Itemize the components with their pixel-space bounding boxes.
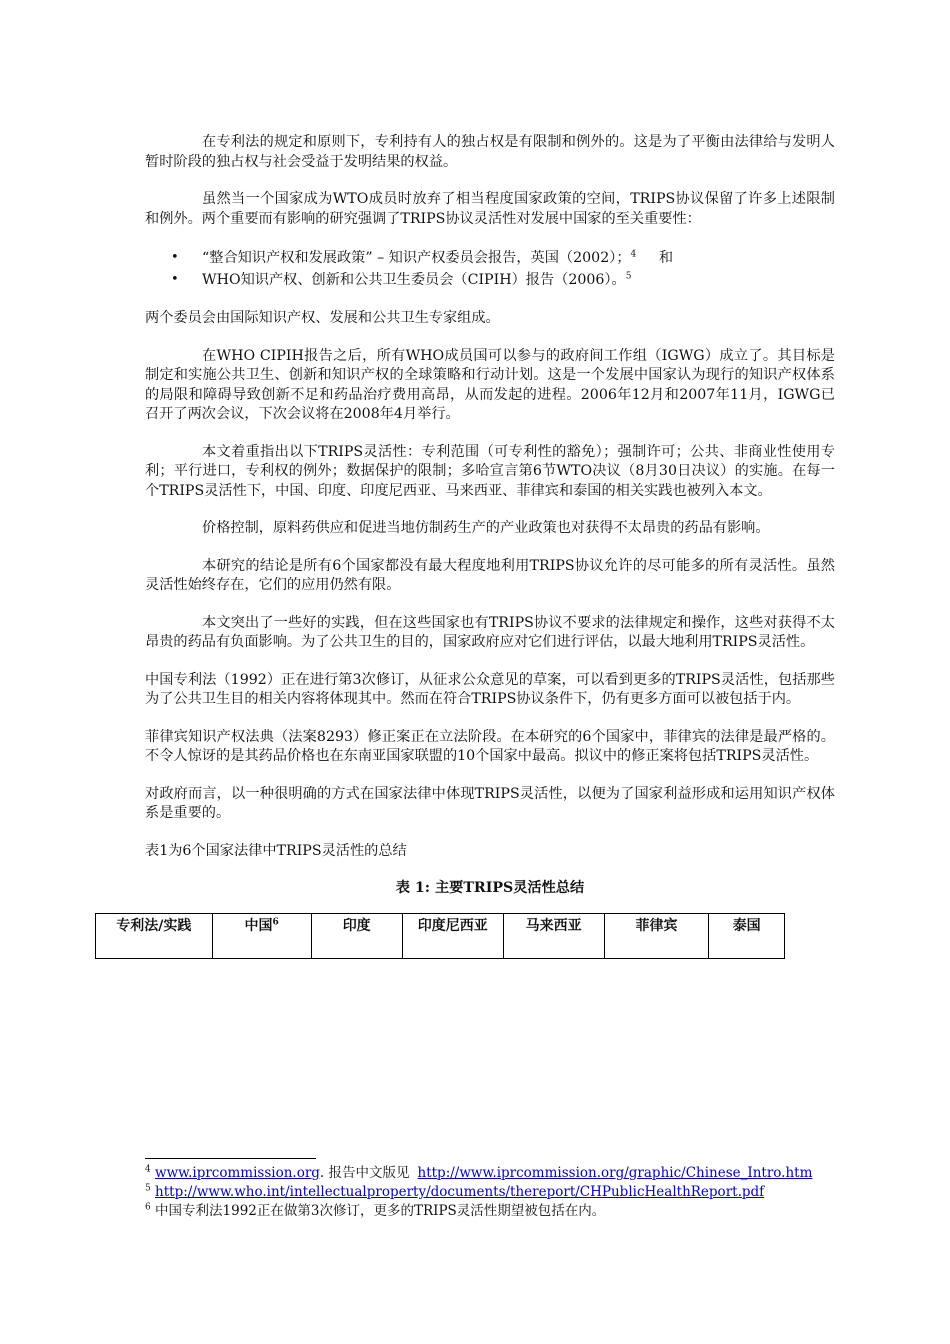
list-item-tail: 和 [658, 250, 674, 266]
list-item-text: WHO知识产权、创新和公共卫生委员会（CIPIH）报告（2006）。 [202, 272, 626, 288]
footnote-number: 6 [145, 1202, 151, 1213]
summary-table [95, 913, 785, 959]
table-header-row [96, 913, 785, 958]
table-caption: 表 1: 主要TRIPS灵活性总结 [395, 880, 585, 896]
header-cell-philippines: 菲律宾 [604, 913, 709, 958]
report-list [145, 247, 835, 291]
bullet-icon: • [171, 250, 179, 265]
header-cell-malaysia: 马来西亚 [503, 913, 604, 958]
footnote-6 [145, 1202, 845, 1221]
list-item-who-cipih [145, 269, 835, 291]
link-iprcommission-chinese[interactable]: http://www.iprcommission.org/graphic/Chinese_Intro.htm [417, 1165, 813, 1181]
bullet-icon: • [171, 272, 179, 287]
paragraph-trips-flexibilities: 虽然当一个国家成为WTO成员时放弃了相当程度国家政策的空间，TRIPS协议保留了许多上述限制和例外。两个重要而有影响的研究强调了TRIPS协议灵活性对发展中国家的至关重要性： [145, 191, 835, 227]
link-who-report[interactable]: http://www.who.int/intellectualproperty/documents/thereport/CHPublicHealthReport.pdf [155, 1184, 765, 1200]
paragraph-conclusion: 本研究的结论是所有6个国家都没有最大程度地利用TRIPS协议允许的尽可能多的所有灵活性。虽然灵活性始终存在，它们的应用仍然有限。 [145, 557, 835, 593]
paragraph-patent-exceptions: 在专利法的规定和原则下，专利持有人的独占权是有限制和例外的。这是为了平衡由法律给与发明人暂时阶段的独占权与社会受益于发明结果的权益。 [145, 134, 835, 170]
header-cell-thailand: 泰国 [709, 913, 785, 958]
paragraph-china-patent-law: 中国专利法（1992）正在进行第3次修订，从征求公众意见的草案，可以看到更多的TRIPS灵活性，包括那些为了公共卫生目的相关内容将体现其中。然而在符合TRIPS协议条件下，仍有更多方面可以被包括于内。 [145, 671, 835, 707]
header-cell-india: 印度 [311, 913, 402, 958]
document-body [116, 133, 835, 959]
paragraph-government: 对政府而言，以一种很明确的方式在国家法律中体现TRIPS灵活性，以便为了国家利益形成和运用知识产权体系是重要的。 [145, 785, 835, 821]
paragraph-igwg: 在WHO CIPIH报告之后，所有WHO成员国可以参与的政府间工作组（IGWG）成立了。其目标是制定和实施公共卫生、创新和知识产权的全球策略和行动计划。这是一个发展中国家认为现行的知识产权体系的局限和障碍导致创新不足和药品治疗费用高昂，从而发起的进程。2006年12月和2007年11月，IGWG已召开了两次会议，下次会议将在2008年4月举行。 [145, 347, 835, 422]
footnote-4 [145, 1164, 845, 1183]
paragraph-committees: 两个委员会由国际知识产权、发展和公共卫生专家组成。 [145, 310, 500, 326]
paragraph-price-control: 价格控制，原料药供应和促进当地仿制药生产的产业政策也对获得不太昂贵的药品有影响。 [202, 520, 770, 536]
header-cell-china: 中国$^6$ [212, 913, 311, 958]
link-iprcommission[interactable]: www.iprcommission.org [155, 1165, 320, 1181]
paragraph-focus: 本文着重指出以下TRIPS灵活性：专利范围（可专利性的豁免）；强制许可；公共、非商业性使用专利；平行进口，专利权的例外；数据保护的限制；多哈宣言第6节WTO决议（8月30日决议）的实施。在每一个TRIPS灵活性下，中国、印度、印度尼西亚、马来西亚、菲律宾和泰国的相关实践也被列入本文。 [145, 443, 835, 499]
footnotes [145, 1164, 845, 1221]
header-cell-indonesia: 印度尼西亚 [402, 913, 503, 958]
paragraph-table-intro: 表1为6个国家法律中TRIPS灵活性的总结 [145, 842, 407, 859]
footnote-separator [145, 1158, 316, 1159]
footnote-5 [145, 1183, 845, 1202]
footnote-text: . 报告中文版见 [319, 1165, 410, 1181]
footnote-ref[interactable]: 5 [625, 271, 632, 282]
footnote-text: 中国专利法1992正在做第3次修订，更多的TRIPS灵活性期望被包括在内。 [155, 1203, 606, 1219]
list-item-ipr-commission [145, 247, 835, 269]
footnote-ref[interactable]: 6 [272, 916, 279, 927]
footnote-number: 4 [145, 1164, 151, 1175]
footnote-number: 5 [145, 1183, 151, 1194]
paragraph-good-practice: 本文突出了一些好的实践，但在这些国家也有TRIPS协议不要求的法律规定和操作，这些对获得不太昂贵的药品有负面影响。为了公共卫生的目的，国家政府应对它们进行评估，以最大地利用TRIPS灵活性。 [145, 614, 835, 650]
list-item-text: “整合知识产权和发展政策” – 知识产权委员会报告，英国（2002）； [202, 250, 631, 266]
header-cell-patent-law: 专利法/实践 [96, 913, 213, 958]
paragraph-philippines-ip-code: 菲律宾知识产权法典（法案8293）修正案正在立法阶段。在本研究的6个国家中，菲律宾的法律是最严格的。不令人惊讶的是其药品价格也在东南亚国家联盟的10个国家中最高。拟议中的修正案将包括TRIPS灵活性。 [145, 728, 835, 764]
footnote-ref[interactable]: 4 [630, 249, 637, 260]
